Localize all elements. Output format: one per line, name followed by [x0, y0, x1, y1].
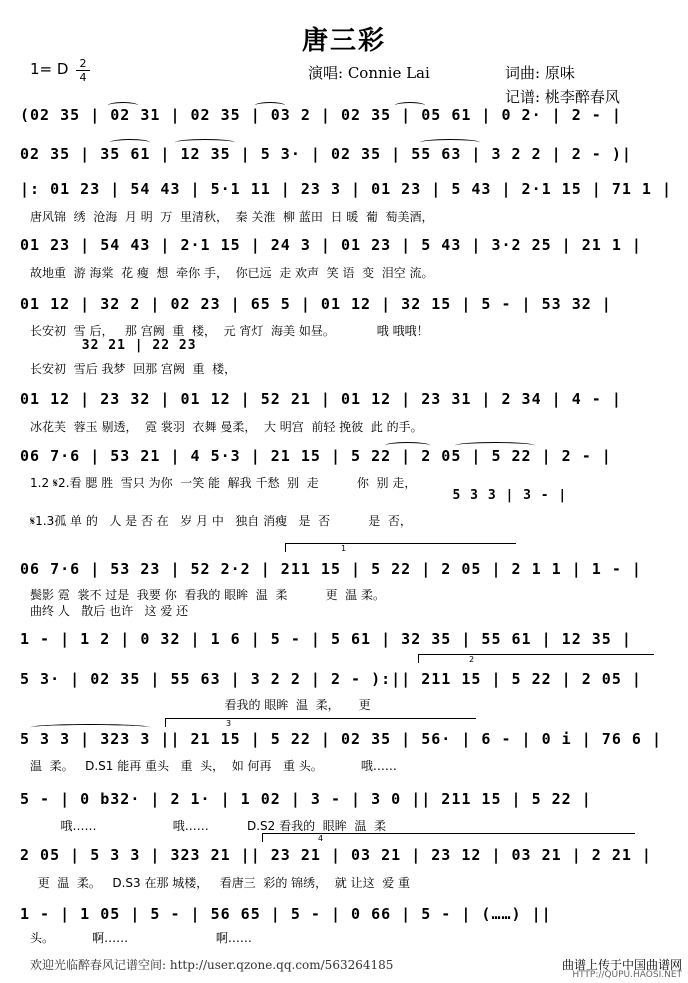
slur-mark — [255, 102, 285, 109]
notation-row-4: 01 23 | 54 43 | 2·1 15 | 24 3 | 01 23 | 5 43 | 3·2 25 | 21 1 | — [20, 236, 642, 254]
notation-row-5: 01 12 | 32 2 | 02 23 | 65 5 | 01 12 | 32 15 | 5 - | 53 32 | — [20, 295, 612, 313]
lyric-row-6: 冰花芙 蓉玉 剔透， 霓 裳羽 衣舞 曼柔， 大 明宫 前轻 挽彼 此 的手。 — [30, 420, 423, 434]
lyric-row-14: 头。 啊…… 啊…… — [30, 931, 252, 945]
footer-note: 欢迎光临醉春风记谱空间: http://user.qzone.qq.com/563264185 — [30, 958, 394, 972]
lyric-row-8: 鬓影 霓 裳不 过是 我要 你 看我的 眼眸 温 柔 更 温 柔。 — [30, 588, 385, 602]
time-signature — [76, 58, 90, 83]
lyric-row-4: 故地重 游 海棠 花 瘦 想 牵你 手， 你已远 走 欢声 笑 语 变 泪空 流。 — [30, 266, 434, 280]
notation-row-2: 02 35 | 35 61 | 12 35 | 5 3· | 02 35 | 55 63 | 3 2 2 | 2 - )| — [20, 145, 632, 163]
lyric-row-7b: 𝄋1.3孤 单 的 人 是 否 在 岁 月 中 独自 消瘦 是 否 是 否， — [30, 514, 412, 528]
slur-mark — [455, 442, 535, 449]
notation-row-6: 01 12 | 23 32 | 01 12 | 52 21 | 01 12 | 23 31 | 2 34 | 4 - | — [20, 390, 622, 408]
notation-row-5b: 32 21 | 22 23 — [20, 338, 197, 353]
slur-mark — [108, 102, 138, 109]
notation-row-7b: 5 3 3 | 3 - | — [20, 488, 568, 503]
notation-row-13: 2 05 | 5 3 3 | 323 21 || 23 21 | 03 21 | 23 12 | 03 21 | 2 21 | — [20, 846, 652, 864]
singer: 演唱: Connie Lai — [308, 64, 430, 82]
notation-row-3: |: 01 23 | 54 43 | 5·1 11 | 23 3 | 01 23 | 5 43 | 2·1 15 | 71 1 | — [20, 180, 672, 198]
time-sig-top: 2 — [79, 57, 87, 70]
notation-row-9: 1 - | 1 2 | 0 32 | 1 6 | 5 - | 5 61 | 32 35 | 55 61 | 12 35 | — [20, 630, 632, 648]
lyric-row-5: 长安初 雪 后， 那 宫阙 重 楼， 元 宵灯 海美 如昼。 哦 哦哦！ — [30, 324, 429, 338]
transcriber: 记谱: 桃李醉春风 — [505, 88, 620, 106]
lyric-row-3: 唐风锦 绣 沧海 月 明 万 里清秋， 秦 关淮 柳 蓝田 日 暖 葡 萄美酒， — [30, 210, 434, 224]
slur-mark — [385, 442, 430, 449]
lyric-row-13: 更 温 柔。 D.S3 在那 城楼， 看唐三 彩的 锦绣， 就 让这 爱 重 — [30, 876, 411, 890]
volta-3-label: 3 — [226, 719, 232, 728]
lyric-row-11: 温 柔。 D.S1 能再 重头 重 头， 如 何再 重 头。 哦…… — [30, 759, 397, 773]
notation-row-1: (02 35 | 02 31 | 02 35 | 03 2 | 02 35 | 05 61 | 0 2· | 2 - | — [20, 106, 622, 124]
volta-bracket-3 — [165, 718, 476, 727]
time-sig-bottom: 4 — [79, 71, 87, 84]
notation-row-10: 5 3· | 02 35 | 55 63 | 3 2 2 | 2 - ):|| 211 15 | 5 22 | 2 05 | — [20, 670, 642, 688]
notation-row-8: 06 7·6 | 53 23 | 52 2·2 | 211 15 | 5 22 | 2 05 | 2 1 1 | 1 - | — [20, 560, 642, 578]
volta-bracket-1 — [285, 543, 516, 552]
notation-row-11: 5 3 3 | 323 3 || 21 15 | 5 22 | 02 35 | 56· | 6 - | 0 i | 76 6 | — [20, 730, 662, 748]
lyric-row-8b: 曲终 人 散后 也许 这 爱 还 — [30, 604, 189, 618]
volta-bracket-4 — [262, 833, 635, 842]
slur-mark — [175, 139, 235, 146]
notation-row-7: 06 7·6 | 53 21 | 4 5·3 | 21 15 | 5 22 | 2 05 | 5 22 | 2 - | — [20, 447, 612, 465]
volta-2-label: 2 — [469, 655, 475, 664]
volta-4-label: 4 — [318, 834, 324, 843]
song-title: 唐三彩 — [301, 26, 386, 56]
lyric-row-12: 哦…… 哦…… D.S2 看我的 眼眸 温 柔 — [30, 819, 386, 833]
slur-mark — [395, 102, 425, 109]
slur-mark — [420, 139, 480, 146]
lyric-row-10: 看我的 眼眸 温 柔， 更 — [30, 698, 371, 712]
slur-mark — [110, 139, 150, 146]
notation-row-12: 5 - | 0 b32· | 2 1· | 1 02 | 3 - | 3 0 || 211 15 | 5 22 | — [20, 790, 592, 808]
key-signature: 1= D — [30, 60, 69, 78]
volta-1-label: 1 — [341, 544, 347, 553]
watermark-line-2: HTTP://QUPU.HAOSI.NET — [572, 970, 682, 980]
slur-mark — [30, 724, 150, 731]
lyric-row-7: 1.2 𝄋2.看 腮 胜 雪只 为你 一笑 能 解我 千愁 别 走 你 别 走， — [30, 476, 417, 490]
notation-row-14: 1 - | 1 05 | 5 - | 56 65 | 5 - | 0 66 | 5 - | (……) || — [20, 905, 552, 923]
composer: 词曲: 原味 — [505, 64, 575, 82]
lyric-row-5b: 长安初 雪后 我梦 回那 宫阙 重 楼， — [30, 362, 237, 376]
watermark-line-1: 曲谱上传于中国曲谱网 — [561, 958, 682, 972]
volta-bracket-2 — [418, 654, 654, 663]
